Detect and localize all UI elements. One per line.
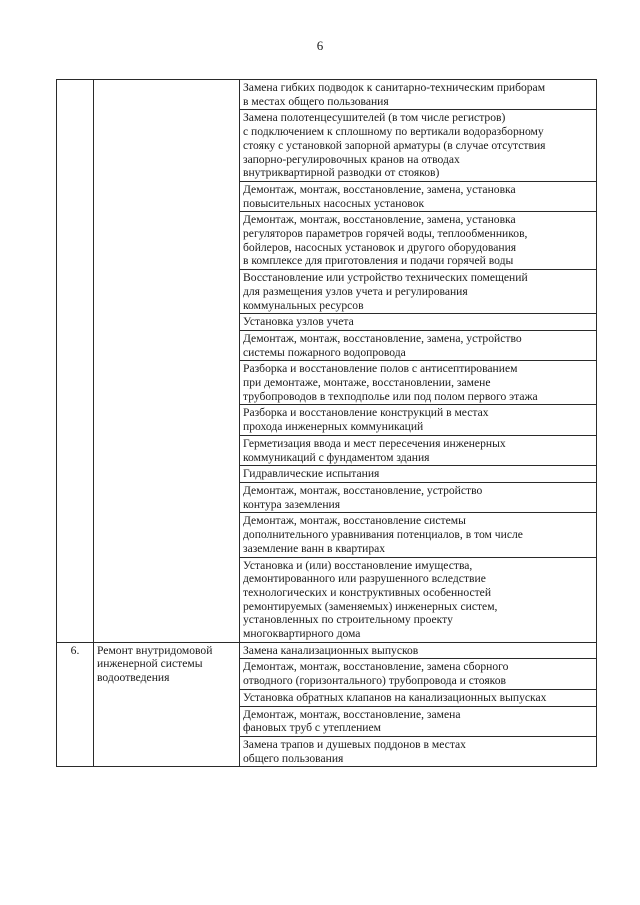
- number-cell: [57, 80, 94, 643]
- cell-text-line: Замена полотенцесушителей (в том числе регистров): [243, 111, 506, 125]
- cell-text-line: технологических и конструктивных особенностей: [243, 585, 492, 599]
- cell-text-line: водоотведения: [97, 671, 170, 685]
- work-cell: [240, 642, 597, 659]
- cell-text-line: контура заземления: [243, 497, 341, 511]
- cell-text-line: в комплексе для приготовления и подачи горячей воды: [243, 254, 514, 268]
- cell-text-line: трубопроводов в техподполье или под полом первого этажа: [243, 389, 538, 403]
- cell-text-line: фановых труб с утеплением: [243, 721, 381, 735]
- cell-text-line: повысительных насосных установок: [243, 196, 425, 210]
- cell-text-line: Демонтаж, монтаж, восстановление, замена, устройство: [243, 331, 522, 345]
- cell-text-line: дополнительного уравнивания потенциалов, в том числе: [243, 528, 523, 542]
- cell-text-line: Демонтаж, монтаж, восстановление, замена, установка: [243, 182, 516, 196]
- cell-text-line: для размещения узлов учета и регулирования: [243, 284, 468, 298]
- cell-text-line: Замена гибких подводок к санитарно-техническим приборам: [243, 81, 546, 94]
- cell-text-line: стояку с установкой запорной арматуры (в случае отсутствия: [243, 138, 546, 152]
- cell-text-line: общего пользования: [243, 751, 344, 765]
- cell-text-line: прохода инженерных коммуникаций: [243, 420, 424, 434]
- cell-text-line: установленных по строительному проекту: [243, 613, 453, 627]
- cell-text-line: коммунальных ресурсов: [243, 298, 364, 312]
- work-cell: [240, 80, 597, 110]
- cell-text-line: Установка узлов учета: [243, 315, 354, 329]
- cell-text-line: Установка обратных клапанов на канализационных выпусках: [243, 690, 547, 704]
- cell-text-line: Установка и (или) восстановление имущества,: [243, 558, 473, 572]
- works-table-body: [57, 80, 597, 767]
- cell-text-line: Восстановление или устройство технических помещений: [243, 271, 528, 285]
- cell-text-line: Демонтаж, монтаж, восстановление системы: [243, 514, 466, 528]
- page-number: 6: [316, 38, 324, 53]
- work-cell: [240, 314, 597, 331]
- works-table: [56, 79, 597, 767]
- cell-text-line: Разборка и восстановление полов с антисептированием: [243, 362, 518, 376]
- work-cell: [240, 557, 597, 642]
- work-cell: [240, 689, 597, 706]
- cell-text-line: при демонтаже, монтаже, восстановлении, замене: [243, 376, 491, 390]
- cell-text-line: Ремонт внутридомовой: [97, 643, 213, 657]
- work-cell: [240, 736, 597, 766]
- work-cell: [240, 659, 597, 689]
- cell-text-line: в местах общего пользования: [243, 94, 389, 108]
- cell-text-line: Разборка и восстановление конструкций в местах: [243, 406, 489, 420]
- cell-text-line: Гидравлические испытания: [243, 467, 380, 481]
- cell-text-line: Демонтаж, монтаж, восстановление, замена: [243, 707, 461, 721]
- cell-text-line: заземление ванн в квартирах: [243, 541, 386, 555]
- work-cell: [240, 361, 597, 405]
- table-row: [57, 80, 597, 110]
- work-cell: [240, 330, 597, 360]
- cell-text-line: инженерной системы: [97, 657, 203, 671]
- cell-text-line: Замена трапов и душевых поддонов в местах: [243, 737, 466, 751]
- cell-text-line: отводного (горизонтального) трубопровода и стояков: [243, 674, 506, 688]
- cell-text-line: Демонтаж, монтаж, восстановление, устройство: [243, 483, 483, 497]
- cell-text-line: Герметизация ввода и мест пересечения инженерных: [243, 436, 506, 450]
- cell-text-line: Замена канализационных выпусков: [243, 643, 419, 657]
- cell-text-line: коммуникаций с фундаментом здания: [243, 450, 430, 464]
- work-cell: [240, 482, 597, 512]
- work-cell: [240, 435, 597, 465]
- cell-text-line: запорно-регулировочных кранов на отводах: [243, 152, 460, 166]
- system-cell: [94, 80, 240, 643]
- cell-text-line: многоквартирного дома: [243, 627, 361, 641]
- work-cell: [240, 405, 597, 435]
- work-cell: [240, 212, 597, 270]
- cell-text-line: ремонтируемых (заменяемых) инженерных систем,: [243, 599, 498, 613]
- system-cell: [94, 642, 240, 767]
- cell-text-line: Демонтаж, монтаж, восстановление, замена сборного: [243, 660, 509, 674]
- table-row: [57, 642, 597, 659]
- work-cell: [240, 706, 597, 736]
- cell-text-line: демонтированного или разрушенного вследствие: [243, 572, 486, 586]
- work-cell: [240, 466, 597, 483]
- work-cell: [240, 513, 597, 557]
- cell-text-line: бойлеров, насосных установок и другого оборудования: [243, 240, 517, 254]
- work-cell: [240, 270, 597, 314]
- work-cell: [240, 110, 597, 182]
- cell-text-line: Демонтаж, монтаж, восстановление, замена, установка: [243, 213, 516, 227]
- work-cell: [240, 181, 597, 211]
- cell-text-line: внутриквартирной разводки от стояков): [243, 166, 440, 180]
- cell-text-line: регуляторов параметров горячей воды, теплообменников,: [243, 227, 528, 241]
- cell-text-line: системы пожарного водопровода: [243, 345, 406, 359]
- number-cell: 6.: [57, 642, 94, 767]
- cell-text-line: с подключением к сплошному по вертикали водоразборному: [243, 125, 544, 139]
